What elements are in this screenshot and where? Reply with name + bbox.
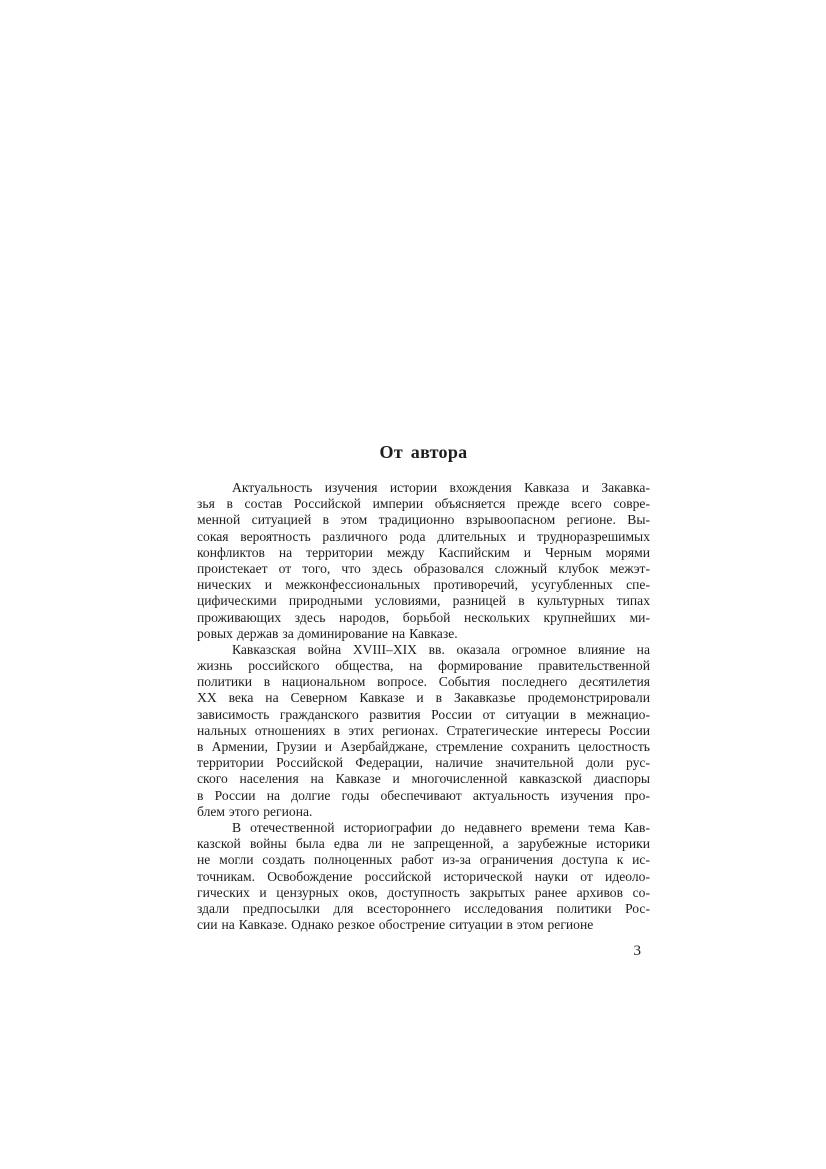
text-line: гических и цензурных оков, доступность закрытых ранее архивов со- bbox=[197, 884, 650, 900]
text-line: в России на долгие годы обеспечивают актуальность изучения про- bbox=[197, 787, 650, 803]
text-line: точникам. Освобождение российской исторической науки от идеоло- bbox=[197, 868, 650, 884]
text-line: здали предпосылки для всестороннего исследования политики Рос- bbox=[197, 900, 650, 916]
text-line: политики в национальном вопросе. События последнего десятилетия bbox=[197, 674, 650, 690]
text-line: в Армении, Грузии и Азербайджане, стремление сохранить целостность bbox=[197, 739, 650, 754]
text-line: ровых держав за доминирование на Кавказе. bbox=[197, 625, 458, 641]
text-line: цифическими природными условиями, разницей в культурных типах bbox=[197, 593, 650, 609]
paragraph bbox=[197, 642, 650, 820]
text-line: В отечественной историографии до недавнего времени тема Кав- bbox=[232, 819, 650, 835]
page-title: От автора bbox=[379, 442, 468, 462]
paragraph bbox=[197, 820, 650, 933]
text-line: сокая вероятность различного рода длительных и трудноразрешимых bbox=[197, 528, 650, 544]
text-line: территории Российской Федерации, наличие значительной доли рус- bbox=[197, 755, 650, 771]
text-line: блем этого региона. bbox=[197, 803, 313, 819]
page-number: 3 bbox=[633, 943, 641, 959]
text-line: менной ситуацией в этом традиционно взрывоопасном регионе. Вы- bbox=[197, 512, 650, 528]
text-line: проистекает от того, что здесь образовался сложный клубок межэт- bbox=[197, 560, 650, 576]
text-block bbox=[197, 442, 650, 933]
text-line: нических и межконфессиональных противоречий, усугубленных спе- bbox=[197, 577, 650, 593]
text-line: нальных отношениях в этих регионах. Стратегические интересы России bbox=[197, 722, 650, 738]
text-line: зависимость гражданского развития России от ситуации в межнацио- bbox=[197, 706, 650, 722]
text-line: сии на Кавказе. Однако резкое обострение ситуации в этом регионе bbox=[197, 917, 594, 933]
text-line: проживающих здесь народов, борьбой нескольких крупнейших ми- bbox=[197, 609, 650, 625]
text-line: зья в состав Российской империи объясняется прежде всего совре- bbox=[197, 496, 650, 512]
text-line: казской войны была едва ли не запрещенной, а зарубежные историки bbox=[197, 836, 650, 852]
text-line: XX века на Северном Кавказе и в Закавказье продемонстрировали bbox=[197, 690, 650, 706]
text-line: конфликтов на территории между Каспийским и Черным морями bbox=[197, 544, 650, 560]
paragraphs bbox=[197, 480, 650, 933]
text-line: не могли создать полноценных работ из-за ограничения доступа к ис- bbox=[197, 852, 650, 868]
text-line: жизнь российского общества, на формирование правительственной bbox=[197, 658, 650, 674]
text-line: Актуальность изучения истории вхождения Кавказа и Закавка- bbox=[232, 480, 650, 495]
text-line: ского населения на Кавказе и многочисленной кавказской диаспоры bbox=[197, 771, 650, 787]
paragraph bbox=[197, 480, 650, 642]
text-line: Кавказская война XVIII–XIX вв. оказала огромное влияние на bbox=[232, 641, 650, 657]
